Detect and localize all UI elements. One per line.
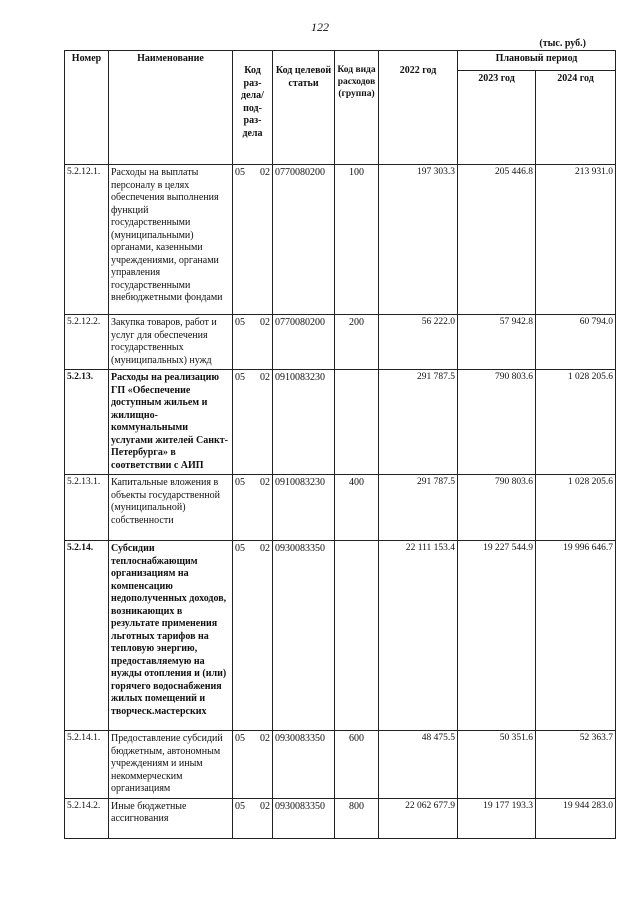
row-name: Иные бюджетные ассигнования [109,798,233,838]
row-number: 5.2.12.1. [65,165,109,315]
row-section [233,475,273,541]
row-2022: 197 303.3 [379,165,458,315]
row-number: 5.2.14.1. [65,731,109,799]
header-2023: 2023 год [458,71,536,165]
row-target-code: 0910083230 [273,475,335,541]
row-target-code: 0930083350 [273,731,335,799]
budget-table [64,50,616,839]
row-kind-code: 100 [335,165,379,315]
row-kind-code: 400 [335,475,379,541]
header-number: Номер [65,51,109,165]
row-razdel: 05 [235,733,245,744]
header-target: Код целевой статьи [273,51,335,165]
row-2022: 291 787.5 [379,370,458,475]
row-2024: 1 028 205.6 [536,370,616,475]
header-2024: 2024 год [536,71,616,165]
row-section [233,731,273,799]
row-2023: 790 803.6 [458,370,536,475]
row-2024: 213 931.0 [536,165,616,315]
header-name: Наименование [109,51,233,165]
table-row [65,541,616,731]
row-podrazdel: 02 [260,543,270,554]
row-number: 5.2.12.2. [65,315,109,370]
row-name: Расходы на выплаты персоналу в целях обеспечения выполнения функций государственными (муниципальными) органами, казенными учреждениями, органами управления государственными внебюджетными фондами [109,165,233,315]
row-podrazdel: 02 [260,733,270,744]
row-podrazdel: 02 [260,800,270,812]
row-name: Субсидии теплоснабжающим организациям на компенсацию недополученных доходов, возникающих в результате применения льготных тарифов на тепловую энергию, предоставляемую на нужды отопления и (или) горячего водоснабжения жилых помещений и творческ.мастерских [109,541,233,731]
header-section: Код раз-дела/ под-раз-дела [233,51,273,165]
table-row [65,165,616,315]
row-razdel: 05 [235,167,245,178]
row-name: Закупка товаров, работ и услуг для обеспечения государственных (муниципальных) нужд [109,315,233,370]
row-number: 5.2.13.1. [65,475,109,541]
row-kind-code: 800 [335,798,379,838]
row-2023: 19 227 544.9 [458,541,536,731]
row-razdel: 05 [235,800,245,812]
row-name: Расходы на реализацию ГП «Обеспечение доступным жильем и жилищно-коммунальными услугами жителей Санкт-Петербурга» в соответствии с АИП [109,370,233,475]
row-kind-code [335,370,379,475]
row-2022: 48 475.5 [379,731,458,799]
row-2024: 19 944 283.0 [536,798,616,838]
row-2024: 60 794.0 [536,315,616,370]
row-2023: 790 803.6 [458,475,536,541]
row-razdel: 05 [235,477,245,488]
row-target-code: 0930083350 [273,798,335,838]
row-target-code: 0910083230 [273,370,335,475]
row-name: Капитальные вложения в объекты государственной (муниципальной) собственности [109,475,233,541]
row-number: 5.2.14.2. [65,798,109,838]
row-podrazdel: 02 [260,372,270,383]
row-target-code: 0770080200 [273,165,335,315]
row-target-code: 0930083350 [273,541,335,731]
row-2023: 19 177 193.3 [458,798,536,838]
row-podrazdel: 02 [260,317,270,328]
row-2022: 291 787.5 [379,475,458,541]
row-section [233,165,273,315]
row-2023: 50 351.6 [458,731,536,799]
row-section [233,315,273,370]
table-row [65,731,616,799]
row-2022: 22 062 677.9 [379,798,458,838]
row-2023: 205 446.8 [458,165,536,315]
row-2022: 22 111 153.4 [379,541,458,731]
row-name: Предоставление субсидий бюджетным, автономным учреждениям и иным некоммерческим организациям [109,731,233,799]
row-section [233,370,273,475]
row-podrazdel: 02 [260,167,270,178]
row-razdel: 05 [235,317,245,328]
page-number: 122 [311,20,329,34]
header-2022: 2022 год [379,51,458,165]
row-section [233,541,273,731]
header-planned: Плановый период [458,51,616,71]
row-2024: 52 363.7 [536,731,616,799]
row-number: 5.2.14. [65,541,109,731]
units-label: (тыс. руб.) [539,38,586,49]
row-2023: 57 942.8 [458,315,536,370]
row-number: 5.2.13. [65,370,109,475]
row-kind-code: 600 [335,731,379,799]
row-2024: 1 028 205.6 [536,475,616,541]
table-row [65,475,616,541]
row-podrazdel: 02 [260,477,270,488]
row-razdel: 05 [235,372,245,383]
header-kind: Код вида расходов (группа) [335,51,379,165]
table-row [65,798,616,838]
row-razdel: 05 [235,543,245,554]
row-2024: 19 996 646.7 [536,541,616,731]
row-target-code: 0770080200 [273,315,335,370]
row-2022: 56 222.0 [379,315,458,370]
row-kind-code: 200 [335,315,379,370]
table-row [65,315,616,370]
table-row [65,370,616,475]
row-kind-code [335,541,379,731]
row-section [233,798,273,838]
